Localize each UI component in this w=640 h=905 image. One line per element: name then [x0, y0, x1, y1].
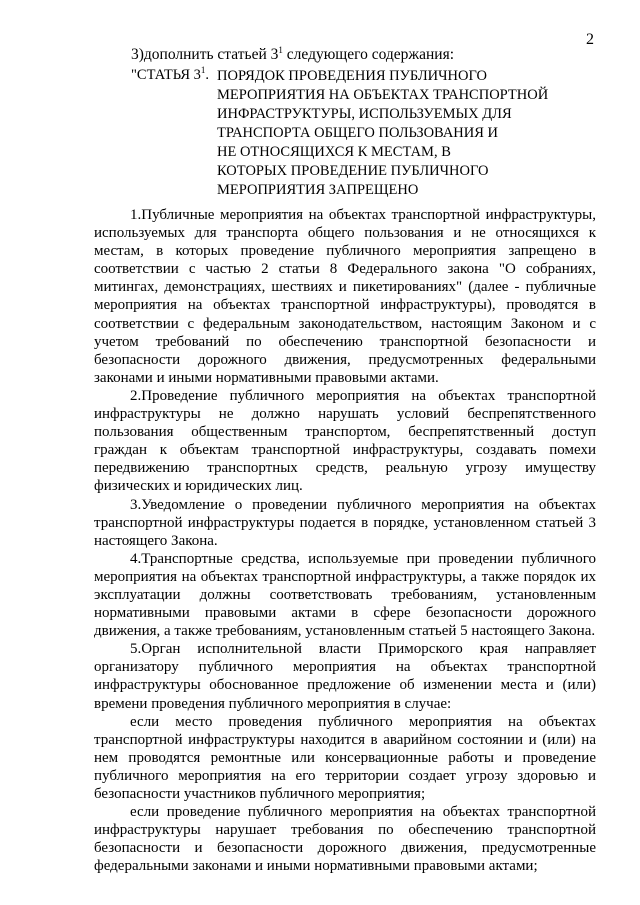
article-title-line: МЕРОПРИЯТИЯ НА ОБЪЕКТАХ ТРАНСПОРТНОЙ: [217, 87, 549, 103]
paragraph-case-2: если проведение публичного мероприятия на объектах транспортной инфраструктуры нарушает требования по обеспечению транспортной безопасности и безопасности дорожного движения, предусмотренные федеральными законами и иными нормативными правовыми актами;: [94, 804, 596, 875]
paragraph-1: 1.Публичные мероприятия на объектах транспортной инфраструктуры, используемых для транспорта общего пользования и не относящихся к местам, в которых проведение публичного мероприятия запрещено в соответствии с частью 2 статьи 8 Федерального закона "О собраниях, митингах, демонстрациях, шествиях и пикетированиях" (далее - публичные мероприятия на объектах транспортной инфраструктуры), проводятся в соответствии с федеральным законодательством, настоящим Законом и с учетом требований по обеспечению транспортной безопасности и безопасности дорожного движения, предусмотренных федеральными законами и иными нормативными правовыми актами.: [94, 207, 596, 386]
intro-suffix: следующего содержания:: [282, 46, 455, 63]
article-title-line: МЕРОПРИЯТИЯ ЗАПРЕЩЕНО: [217, 182, 419, 198]
page-number: 2: [586, 31, 594, 48]
article-label-suffix: .: [205, 67, 210, 83]
article-body: [94, 206, 596, 875]
article-label: [131, 67, 209, 84]
article-label-superscript: 1: [200, 65, 206, 75]
article-title: [217, 67, 548, 200]
paragraph-2: 2.Проведение публичного мероприятия на объектах транспортной инфраструктуры не должно нарушать условий беспрепятственного пользования общественным транспортом, беспрепятственный доступ граждан к объектам транспортной инфраструктуры, создавать помехи передвижению транспортных средств, реальную угрозу имуществу физических и юридических лиц.: [94, 387, 596, 495]
paragraph-3: 3.Уведомление о проведении публичного мероприятия на объектах транспортной инфраструктуры подается в порядке, установленном статьей 3 настоящего Закона.: [94, 496, 596, 549]
article-title-line: НЕ ОТНОСЯЩИХСЯ К МЕСТАМ, В: [217, 144, 451, 160]
intro-text: 3)дополнить статьей 3: [131, 46, 279, 63]
paragraph-4: 4.Транспортные средства, используемые при проведении публичного мероприятия на объектах транспортной инфраструктуры, а также порядок их эксплуатации должны соответствовать требованиям, установленным нормативными правовыми актами в сфере безопасности дорожного движения, а также требованиям, установленным статьей 5 настоящего Закона.: [94, 550, 596, 640]
article-title-line: ТРАНСПОРТА ОБЩЕГО ПОЛЬЗОВАНИЯ И: [217, 125, 499, 141]
intro-superscript: 1: [278, 45, 283, 55]
article-title-line: КОТОРЫХ ПРОВЕДЕНИЕ ПУБЛИЧНОГО: [217, 163, 489, 179]
amendment-intro: [131, 46, 454, 64]
article-label-prefix: "СТАТЬЯ 3: [131, 67, 201, 83]
article-title-line: ПОРЯДОК ПРОВЕДЕНИЯ ПУБЛИЧНОГО: [217, 68, 487, 84]
paragraph-5: 5.Орган исполнительной власти Приморского края направляет организатору публичного мероприятия на объектах транспортной инфраструктуры обоснованное предложение об изменении места и (или) времени проведения публичного мероприятия в случае:: [94, 641, 596, 712]
article-title-line: ИНФРАСТРУКТУРЫ, ИСПОЛЬЗУЕМЫХ ДЛЯ: [217, 106, 512, 122]
paragraph-case-1: если место проведения публичного мероприятия на объектах транспортной инфраструктуры находится в аварийном состоянии и (или) на нем проводятся ремонтные или консервационные работы и проведение публичного мероприятия на его территории создает угрозу здоровью и безопасности участников публичного мероприятия;: [94, 713, 596, 802]
